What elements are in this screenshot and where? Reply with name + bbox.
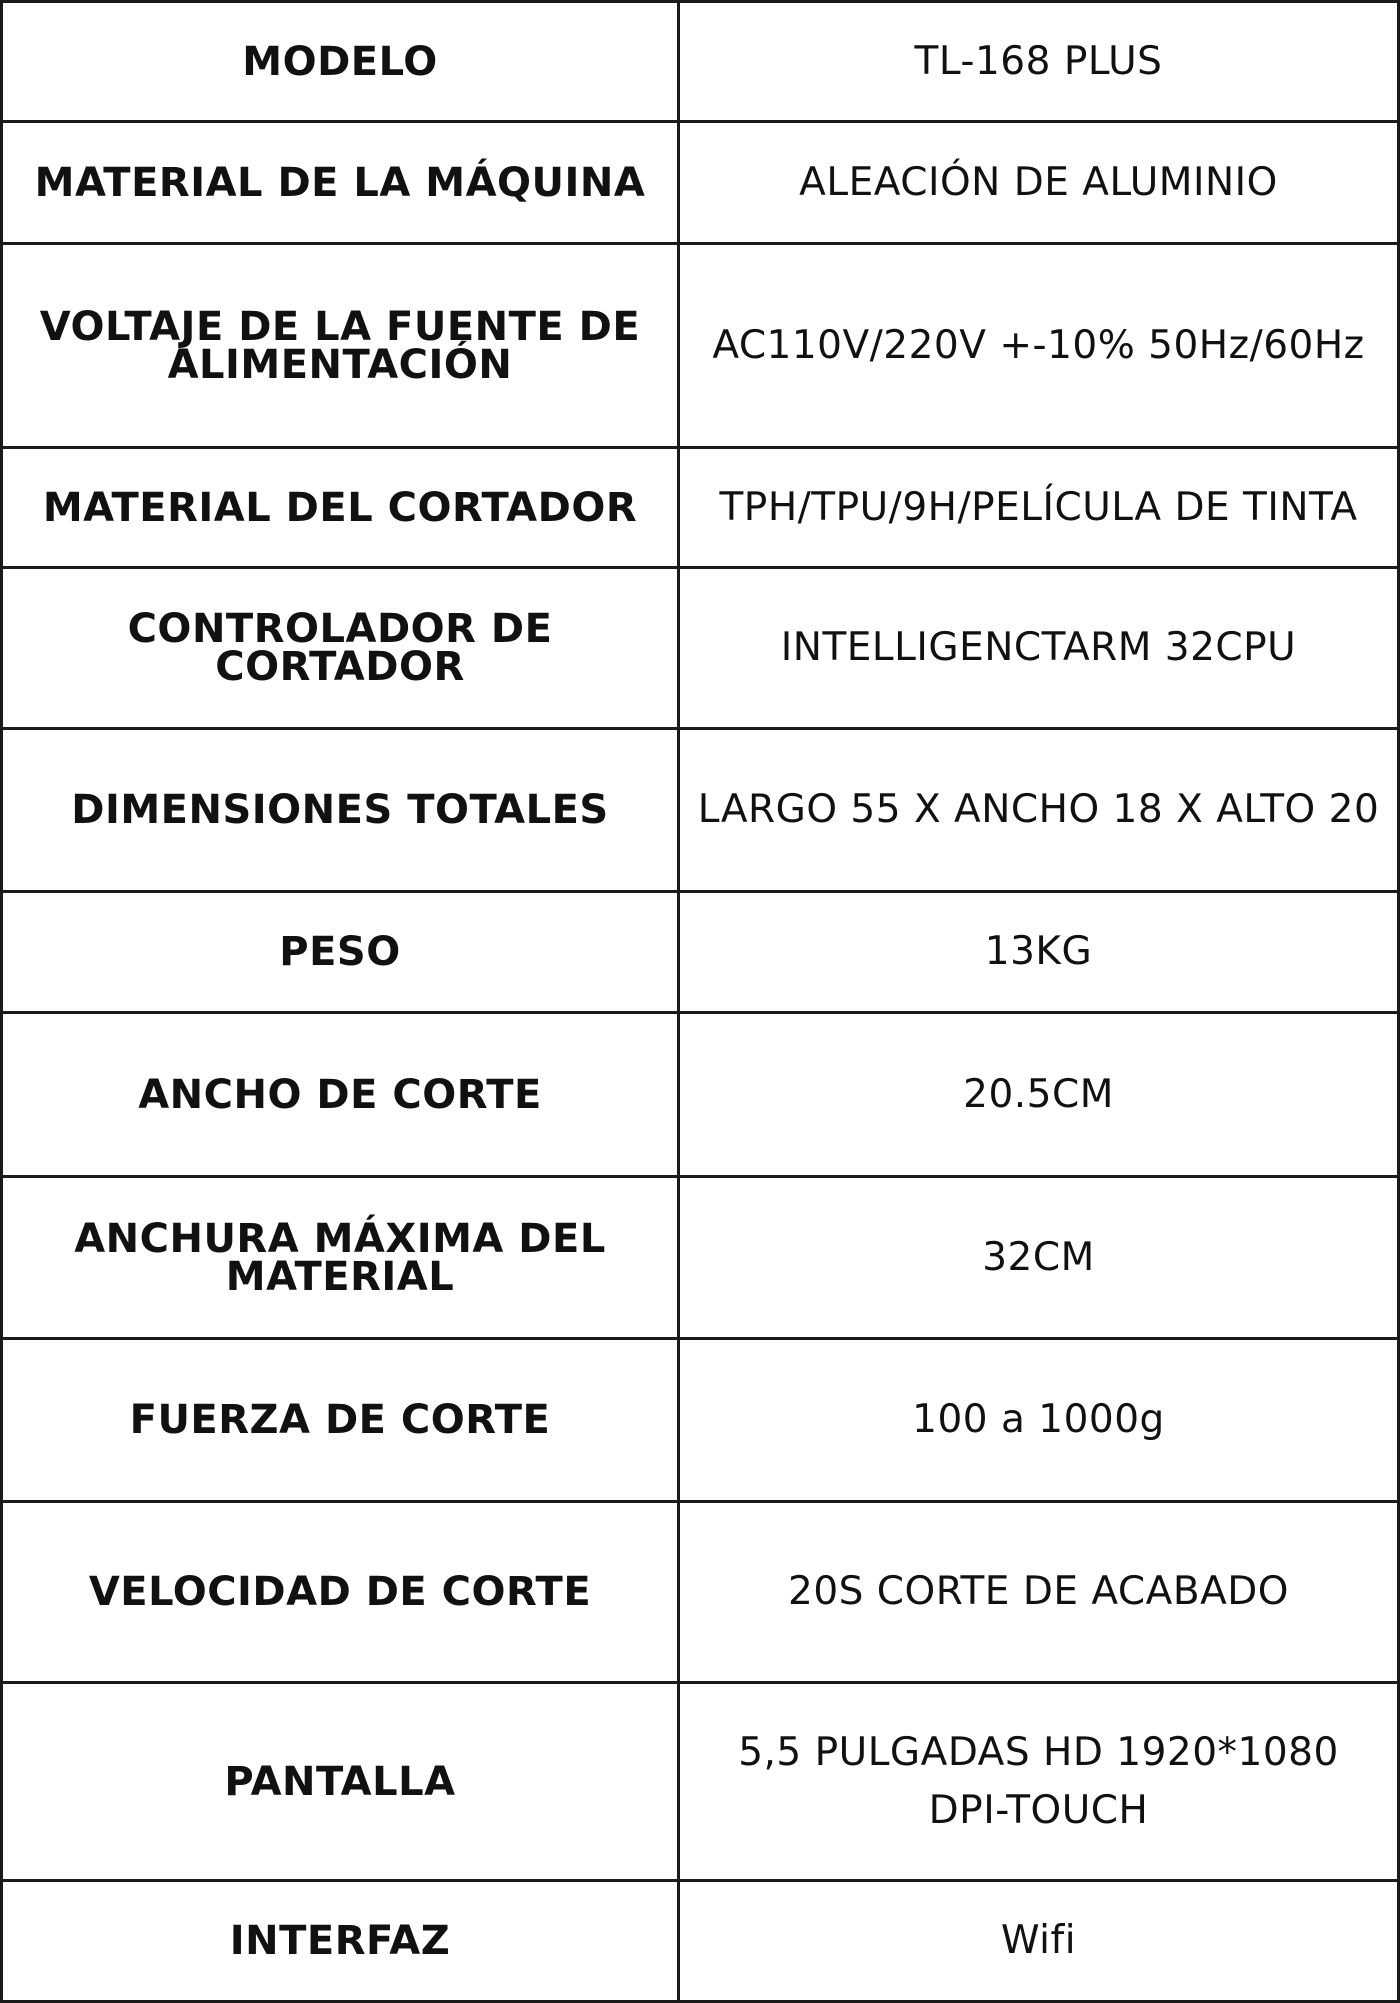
spec-value: TL-168 PLUS <box>679 2 1399 122</box>
table-row <box>2 1177 1399 1339</box>
table-row <box>2 1013 1399 1177</box>
table-row <box>2 729 1399 892</box>
table-row <box>2 1881 1399 2002</box>
spec-label: FUERZA DE CORTE <box>2 1339 679 1502</box>
spec-label: INTERFAZ <box>2 1881 679 2002</box>
table-row <box>2 448 1399 568</box>
spec-value: INTELLIGENCTARM 32CPU <box>679 568 1399 729</box>
spec-value: ALEACIÓN DE ALUMINIO <box>679 122 1399 244</box>
spec-label: PANTALLA <box>2 1683 679 1881</box>
spec-label: PESO <box>2 892 679 1013</box>
table-row <box>2 122 1399 244</box>
spec-label: MATERIAL DE LA MÁQUINA <box>2 122 679 244</box>
spec-value: TPH/TPU/9H/PELÍCULA DE TINTA <box>679 448 1399 568</box>
spec-value: 20.5CM <box>679 1013 1399 1177</box>
spec-label: ANCHURA MÁXIMA DEL MATERIAL <box>2 1177 679 1339</box>
spec-label: VELOCIDAD DE CORTE <box>2 1502 679 1683</box>
spec-label: ANCHO DE CORTE <box>2 1013 679 1177</box>
spec-label: VOLTAJE DE LA FUENTE DE ALIMENTACIÓN <box>2 244 679 448</box>
spec-value: Wifi <box>679 1881 1399 2002</box>
spec-label: MODELO <box>2 2 679 122</box>
spec-value: LARGO 55 X ANCHO 18 X ALTO 20 <box>679 729 1399 892</box>
spec-value: 32CM <box>679 1177 1399 1339</box>
table-row <box>2 1339 1399 1502</box>
spec-value: AC110V/220V +-10% 50Hz/60Hz <box>679 244 1399 448</box>
spec-value: 5,5 PULGADAS HD 1920*1080 DPI-TOUCH <box>679 1683 1399 1881</box>
table-row <box>2 1502 1399 1683</box>
table-row <box>2 244 1399 448</box>
table-row <box>2 1683 1399 1881</box>
spec-value: 20S CORTE DE ACABADO <box>679 1502 1399 1683</box>
spec-label: CONTROLADOR DE CORTADOR <box>2 568 679 729</box>
spec-value: 100 a 1000g <box>679 1339 1399 1502</box>
table-row <box>2 2 1399 122</box>
spec-label: MATERIAL DEL CORTADOR <box>2 448 679 568</box>
spec-value: 13KG <box>679 892 1399 1013</box>
table-row <box>2 892 1399 1013</box>
table-row <box>2 568 1399 729</box>
spec-label: DIMENSIONES TOTALES <box>2 729 679 892</box>
